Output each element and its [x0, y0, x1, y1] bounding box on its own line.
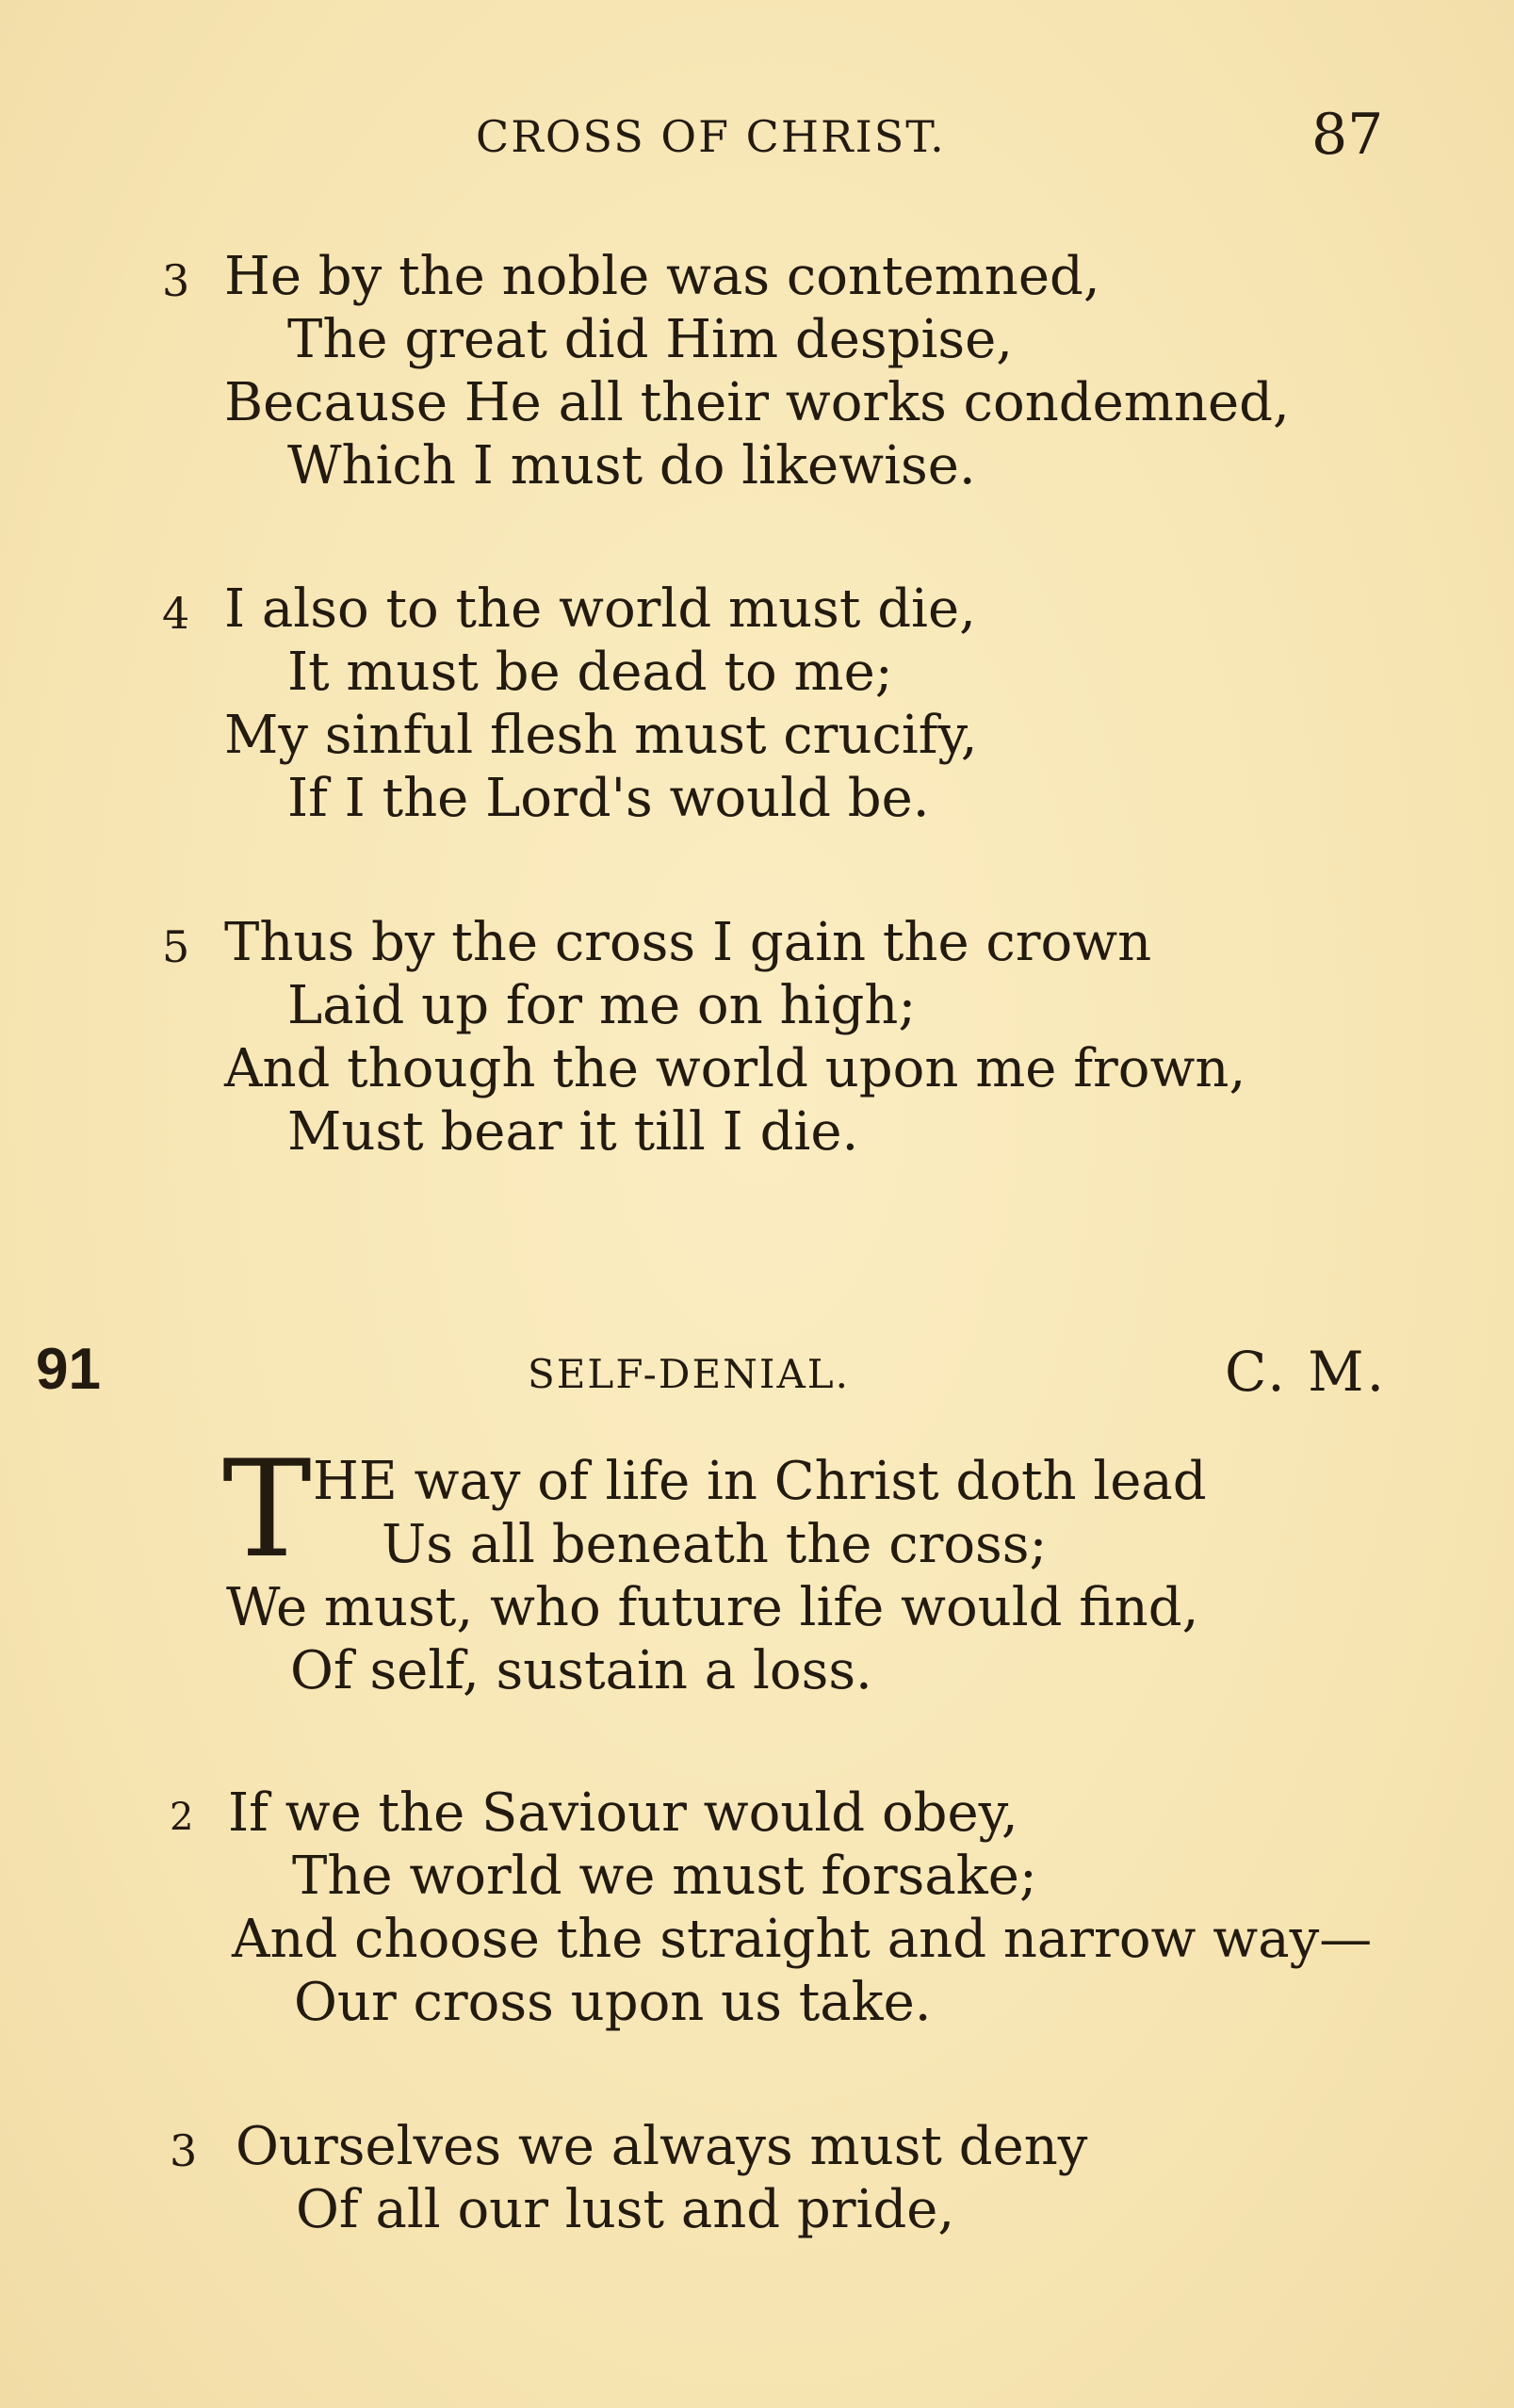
hymn-heading — [0, 1336, 1514, 1411]
verse-line: We must, who future life would find, — [226, 1577, 1199, 1638]
verse-line: Us all beneath the cross; — [382, 1514, 1048, 1575]
verse-line: Thus by the cross I gain the crown — [224, 912, 1152, 973]
verse-line: If I the Lord's would be. — [287, 768, 930, 829]
verse-line: Of all our lust and pride, — [296, 2179, 955, 2240]
running-title: CROSS OF CHRIST. — [476, 111, 946, 162]
verse-line: Of self, sustain a loss. — [290, 1640, 872, 1701]
stanza-number: 5 — [162, 921, 190, 972]
page-number: 87 — [1311, 102, 1384, 168]
verse-line: Because He all their works condemned, — [224, 372, 1290, 433]
verse-line: Must bear it till I die. — [287, 1101, 859, 1163]
hymn-meter: C. M. — [1225, 1340, 1388, 1404]
verse-line: I also to the world must die, — [224, 578, 976, 640]
verse-line: He by the noble was contemned, — [224, 246, 1100, 307]
verse-line: And choose the straight and narrow way— — [232, 1909, 1373, 1970]
hymn-number: 91 — [36, 1337, 101, 1402]
verse-line: My sinful flesh must crucify, — [224, 705, 978, 766]
stanza-number: 3 — [170, 2125, 198, 2176]
verse-line: HE way of life in Christ doth lead — [313, 1451, 1207, 1512]
verse-line: If we the Saviour would obey, — [228, 1782, 1018, 1844]
verse-line: The great did Him despise, — [287, 309, 1014, 370]
verse-line: Laid up for me on high; — [287, 975, 917, 1036]
verse-line: And though the world upon me frown, — [224, 1038, 1246, 1099]
verse-line: Ourselves we always must deny — [236, 2116, 1088, 2177]
stanza-number: 3 — [162, 255, 190, 306]
verse-line: Which I must do likewise. — [287, 435, 976, 496]
stanza-number: 2 — [170, 1796, 194, 1839]
verse-line: Our cross upon us take. — [294, 1972, 932, 2033]
hymn-title: SELF-DENIAL. — [528, 1351, 851, 1397]
verse-line: The world we must forsake; — [292, 1846, 1037, 1907]
drop-cap: T — [222, 1432, 312, 1587]
verse-line: It must be dead to me; — [287, 642, 893, 703]
stanza-number: 4 — [162, 588, 190, 639]
